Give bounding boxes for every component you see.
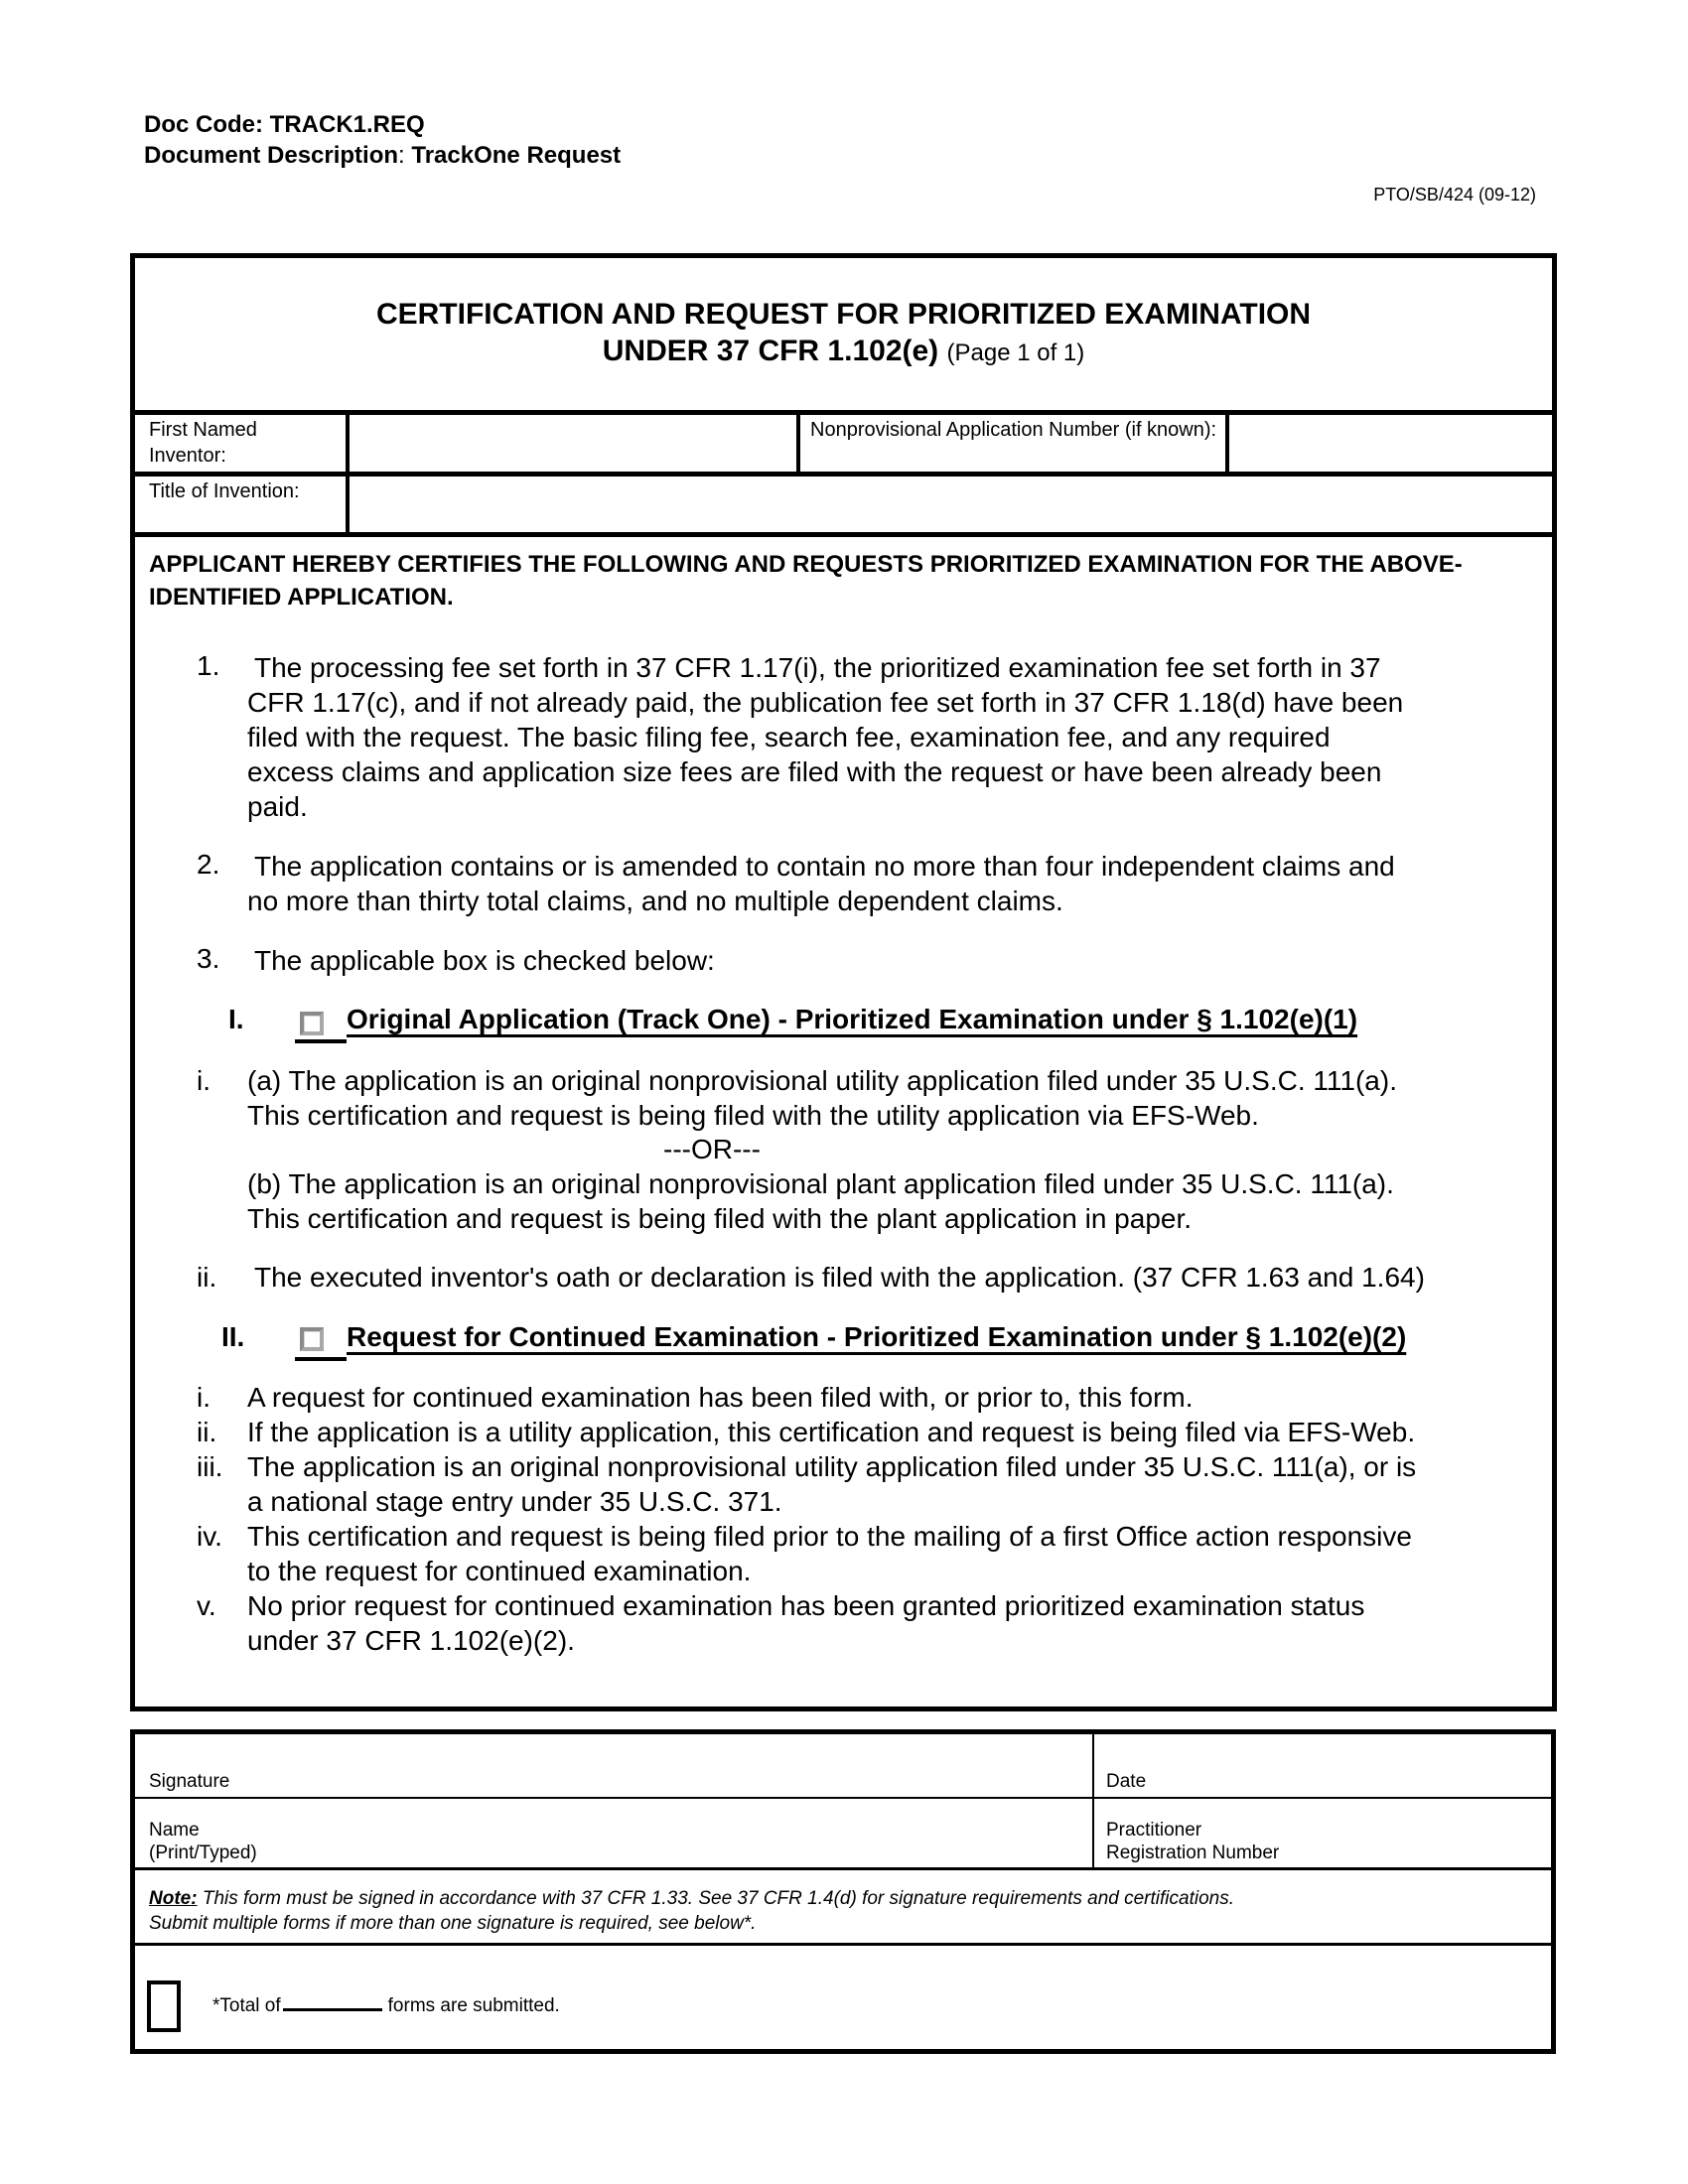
- document-description: Document Description: TrackOne Request: [144, 142, 622, 169]
- signature-note: [149, 1886, 1234, 1911]
- or-separator: ---OR---: [663, 1134, 761, 1164]
- item-1-line: excess claims and application size fees are filed with the request or have been already been: [247, 756, 1382, 787]
- name-label-sub: (Print/Typed): [149, 1843, 257, 1863]
- form-title-line2: [131, 335, 1556, 368]
- section-ii-sub-line: If the application is a utility application, this certification and request is being filed via EFS-Web.: [247, 1417, 1416, 1447]
- section-i-sub-i-line: (b) The application is an original nonprovisional plant application filed under 35 U.S.C. 111(a).: [247, 1168, 1394, 1199]
- item-1-line: paid.: [247, 791, 308, 822]
- subitem-numeral: iv.: [197, 1521, 222, 1552]
- underline: [295, 1357, 347, 1361]
- section-i-title: Original Application (Track One) - Prioritized Examination under § 1.102(e)(1): [347, 1004, 1358, 1034]
- note-text: This form must be signed in accordance with 37 CFR 1.33. See 37 CFR 1.4(d) for signature requirements and certifications.: [197, 1888, 1234, 1909]
- note-label: Note:: [149, 1888, 198, 1909]
- underline: [295, 1039, 347, 1043]
- item-2-line: The application contains or is amended to contain no more than four independent claims and: [254, 851, 1395, 882]
- certification-heading: APPLICANT HEREBY CERTIFIES THE FOLLOWING AND REQUESTS PRIORITIZED EXAMINATION FOR THE ABOVE-IDENTIFIED APPLICATION.: [149, 551, 1463, 611]
- subitem-numeral: iii.: [197, 1451, 223, 1482]
- title-of-invention-field[interactable]: [350, 477, 1552, 532]
- total-forms-line: [212, 1990, 560, 2018]
- section-ii-sub-line: The application is an original nonprovisional utility application filed under 35 U.S.C. 111(a), or is: [247, 1451, 1417, 1482]
- subitem-numeral: i.: [197, 1065, 211, 1096]
- item-1-line: filed with the request. The basic filing fee, search fee, examination fee, and any required: [247, 722, 1331, 752]
- subitem-numeral: ii.: [197, 1262, 217, 1293]
- date-field[interactable]: [1094, 1734, 1551, 1797]
- total-forms-field[interactable]: [283, 1990, 382, 2011]
- divider: [130, 1867, 1556, 1870]
- name-label: Name: [149, 1820, 200, 1841]
- doc-desc-label: Document Description: [144, 142, 399, 169]
- form-number: PTO/SB/424 (09-12): [1373, 185, 1536, 205]
- signature-field[interactable]: [135, 1734, 1092, 1797]
- title-of-invention-label: Title of Invention:: [149, 480, 300, 502]
- practitioner-label: Practitioner: [1106, 1820, 1202, 1841]
- form-title-line1: CERTIFICATION AND REQUEST FOR PRIORITIZED EXAMINATION: [375, 298, 1312, 331]
- name-field[interactable]: [135, 1799, 1092, 1867]
- subitem-numeral: i.: [197, 1382, 211, 1413]
- divider: [130, 1943, 1556, 1946]
- doc-code-label: Doc Code:: [144, 111, 263, 138]
- doc-desc-value: TrackOne Request: [411, 142, 622, 169]
- section-ii-sub-line: a national stage entry under 35 U.S.C. 371.: [247, 1486, 782, 1517]
- section-i-sub-i-line: This certification and request is being filed with the utility application via EFS-Web.: [247, 1100, 1259, 1131]
- page-info: (Page 1 of 1): [946, 340, 1085, 366]
- subitem-numeral: v.: [197, 1590, 216, 1621]
- section-i-sub-ii-line: The executed inventor's oath or declaration is filed with the application. (37 CFR 1.63 and 1.64): [254, 1262, 1425, 1293]
- total-forms-checkbox[interactable]: [147, 1980, 181, 2032]
- divider: [796, 410, 800, 476]
- item-number: 2.: [197, 849, 220, 880]
- form-title-cfr: UNDER 37 CFR 1.102(e): [602, 335, 939, 367]
- application-number-label: Nonprovisional Application Number (if known):: [810, 419, 1217, 441]
- section-ii-sub-line: under 37 CFR 1.102(e)(2).: [247, 1625, 575, 1656]
- registration-number-label: Registration Number: [1106, 1843, 1280, 1863]
- total-suffix: forms are submitted.: [387, 1995, 560, 2016]
- section-ii-sub-line: This certification and request is being filed prior to the mailing of a first Office action responsive: [247, 1521, 1412, 1552]
- signature-label: Signature: [149, 1771, 230, 1792]
- section-ii-sub-line: A request for continued examination has been filed with, or prior to, this form.: [247, 1382, 1194, 1413]
- first-named-inventor-label: First Named Inventor:: [149, 419, 257, 467]
- section-i-checkbox[interactable]: [300, 1012, 324, 1035]
- section-i-numeral: I.: [228, 1004, 244, 1034]
- section-i-sub-i-line: This certification and request is being filed with the plant application in paper.: [247, 1203, 1193, 1234]
- item-1-line: The processing fee set forth in 37 CFR 1.17(i), the prioritized examination fee set forth in 37: [254, 652, 1381, 683]
- application-number-field[interactable]: [1229, 415, 1552, 472]
- section-ii-sub-line: No prior request for continued examination has been granted prioritized examination status: [247, 1590, 1365, 1621]
- first-named-inventor-field[interactable]: [350, 415, 796, 472]
- total-prefix: *Total of: [212, 1995, 281, 2016]
- item-2-line: no more than thirty total claims, and no multiple dependent claims.: [247, 886, 1063, 916]
- doc-code: [144, 111, 425, 139]
- item-3-line: The applicable box is checked below:: [254, 945, 715, 976]
- section-ii-title: Request for Continued Examination - Prioritized Examination under § 1.102(e)(2): [347, 1321, 1407, 1352]
- divider: [130, 532, 1557, 537]
- section-ii-numeral: II.: [221, 1321, 245, 1352]
- section-ii-checkbox[interactable]: [300, 1327, 324, 1351]
- item-number: 1.: [197, 650, 220, 681]
- date-label: Date: [1106, 1771, 1147, 1792]
- doc-code-value: TRACK1.REQ: [269, 111, 425, 138]
- item-number: 3.: [197, 943, 220, 974]
- section-i-sub-i-line: (a) The application is an original nonprovisional utility application filed under 35 U.S.C. 111(a).: [247, 1065, 1397, 1096]
- item-1-line: CFR 1.17(c), and if not already paid, the publication fee set forth in 37 CFR 1.18(d) have been: [247, 687, 1404, 718]
- section-ii-sub-line: to the request for continued examination.: [247, 1556, 752, 1586]
- subitem-numeral: ii.: [197, 1417, 217, 1447]
- signature-note-line2: Submit multiple forms if more than one signature is required, see below*.: [149, 1913, 757, 1934]
